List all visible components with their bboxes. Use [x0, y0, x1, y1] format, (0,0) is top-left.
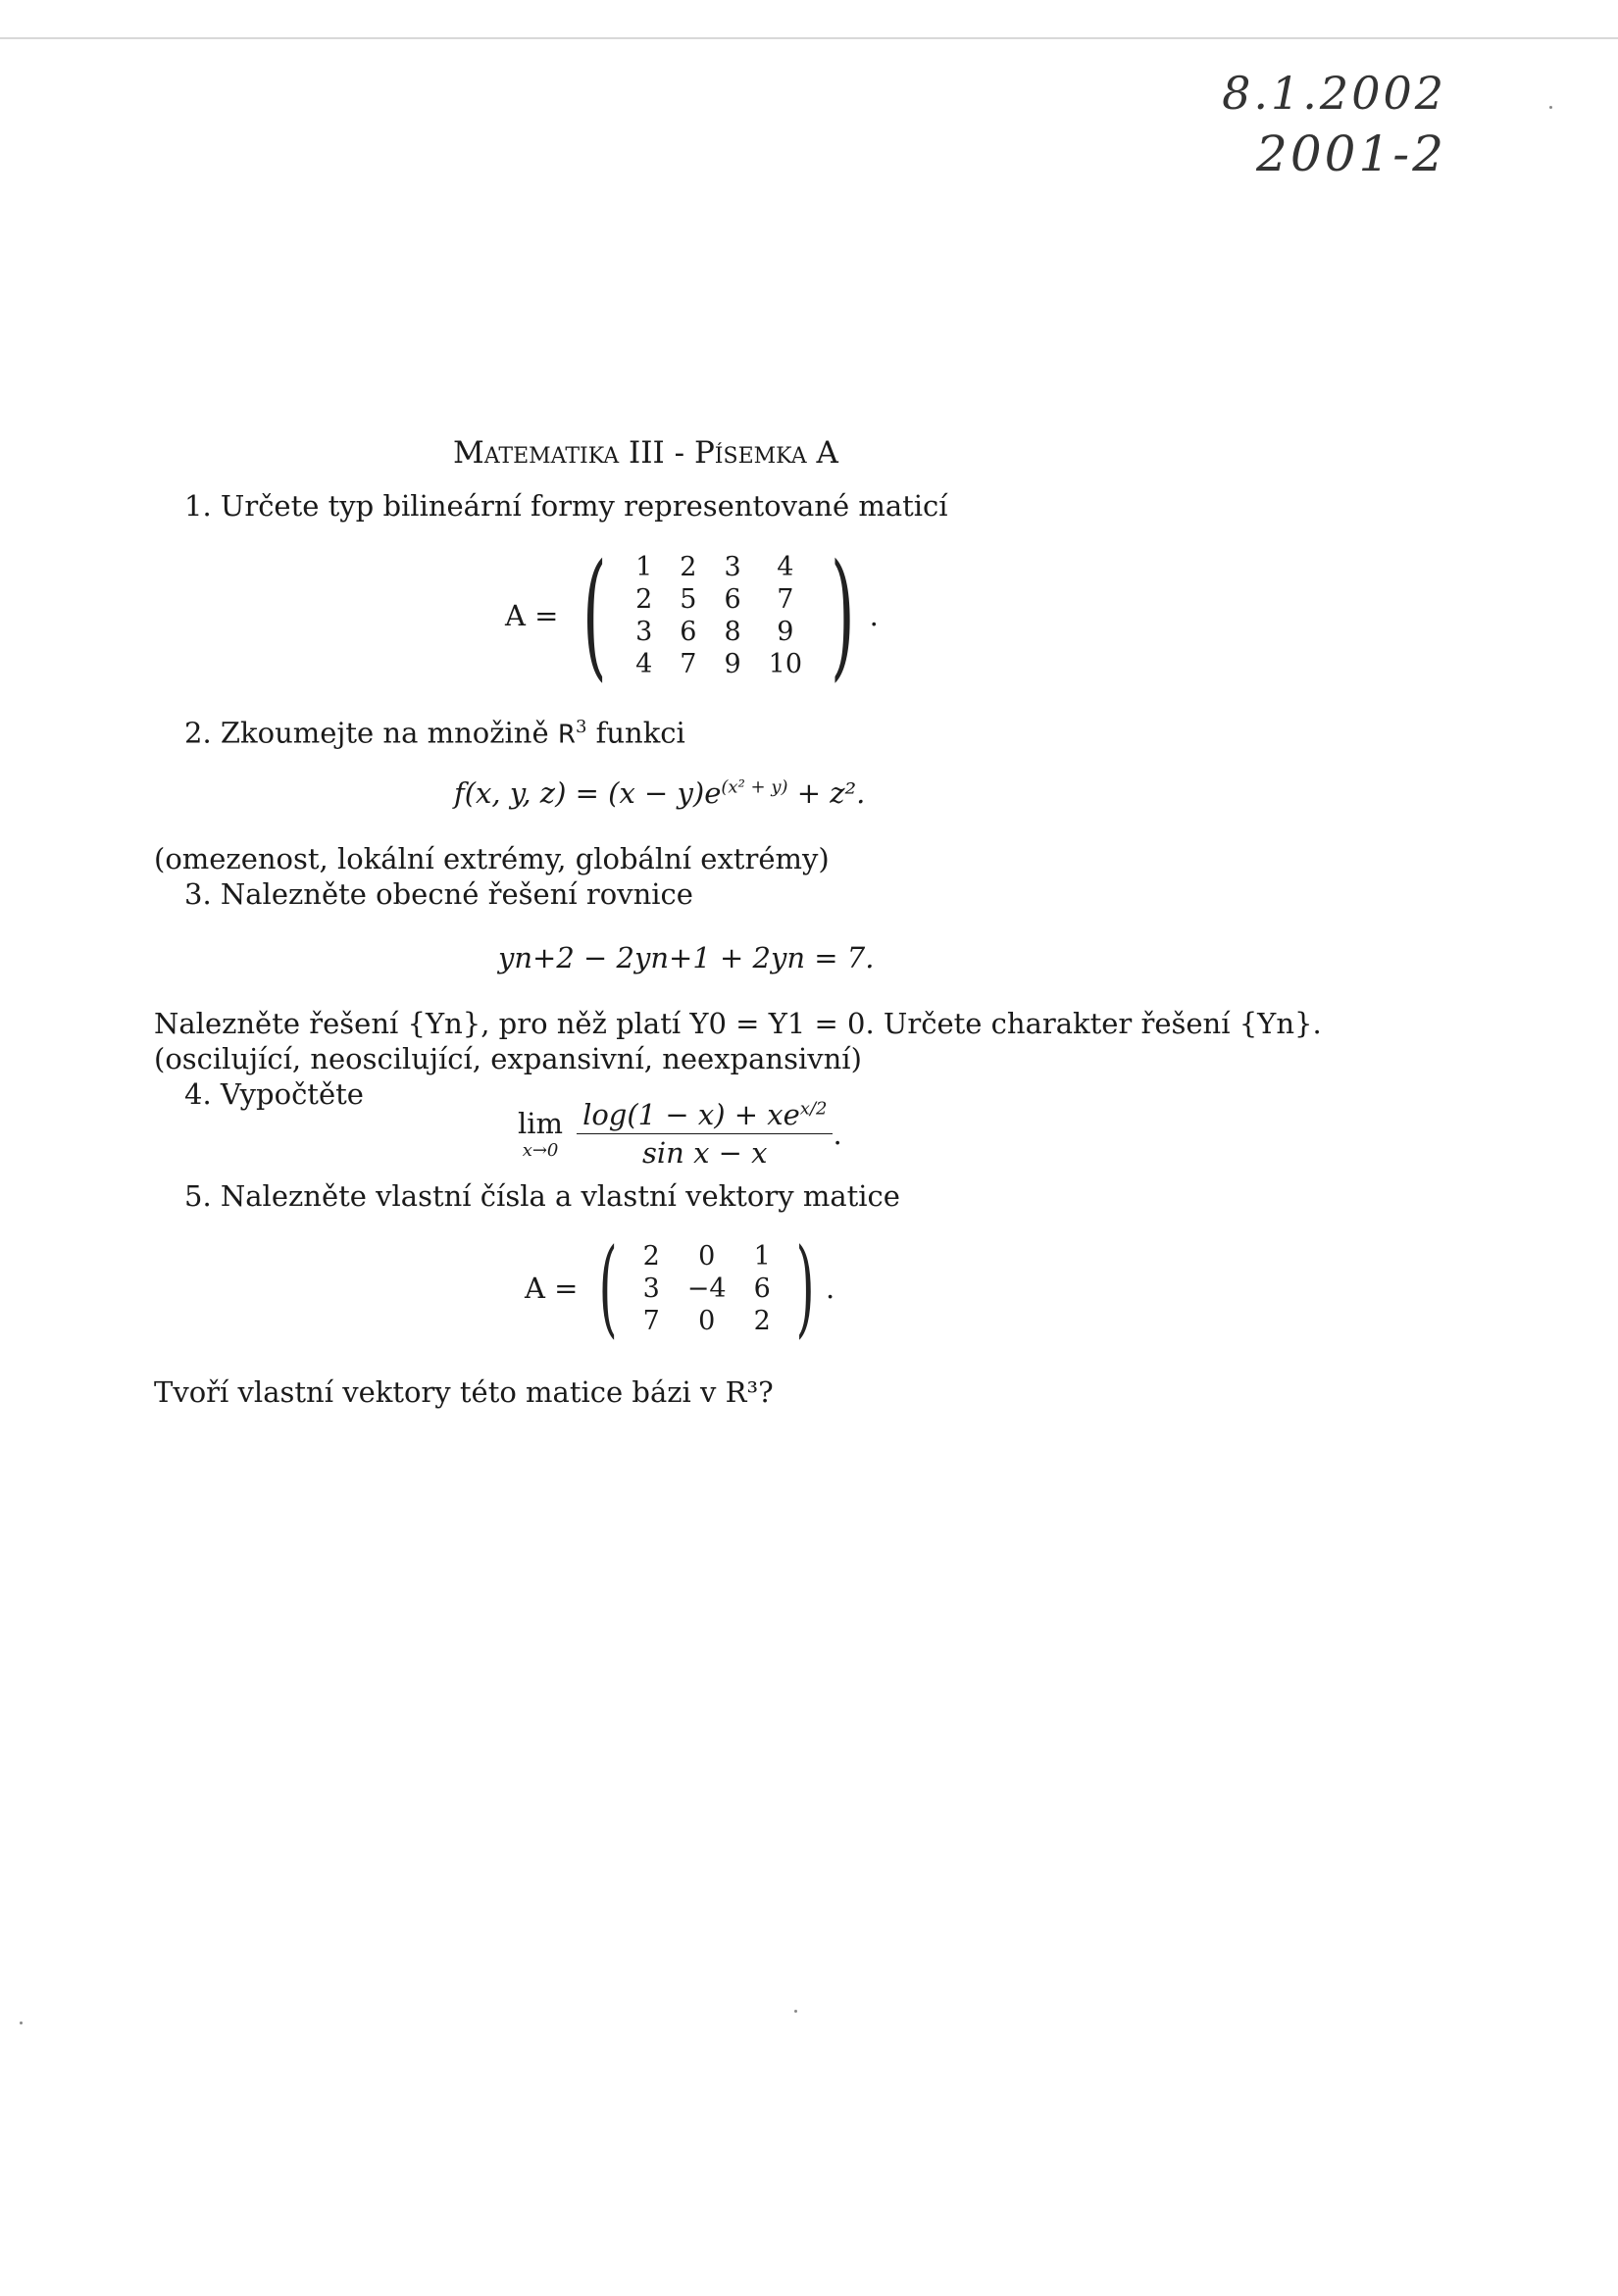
- matrix-right-paren: ): [831, 535, 855, 695]
- problem-1-statement: [184, 488, 948, 524]
- problem-1-period: .: [869, 599, 879, 632]
- matrix-cell: 10: [768, 649, 803, 679]
- matrix-row: [630, 1305, 784, 1337]
- reals-symbol: R: [557, 720, 576, 750]
- matrix-row: [622, 583, 816, 616]
- matrix-row: [630, 1240, 784, 1273]
- problem-5-period: .: [825, 1272, 835, 1305]
- problem-4-period: .: [833, 1117, 842, 1151]
- matrix-cell: 2: [642, 1240, 660, 1272]
- limit-subscript: x→0: [522, 1140, 559, 1161]
- matrix-cell: 6: [724, 584, 741, 615]
- problem-2-formula-exponent: (x² + y): [721, 776, 788, 798]
- denominator-text: sin x − x: [642, 1136, 768, 1170]
- problem-2-number: 2.: [184, 716, 212, 750]
- matrix-row: [622, 551, 816, 583]
- title-part1: Matematika III: [453, 435, 665, 471]
- limit-operator: [518, 1107, 563, 1161]
- problem-2-text-after: funkci: [595, 716, 685, 750]
- title-part2: Písemka A: [693, 435, 838, 471]
- handwritten-year-range: 2001-2: [1256, 125, 1446, 182]
- problem-5-question: Tvoří vlastní vektory této matice bázi v R³?: [154, 1375, 774, 1409]
- problem-3-text: Nalezněte obecné řešení rovnice: [220, 877, 693, 911]
- page-title: [453, 435, 838, 471]
- reals-exponent: 3: [575, 717, 587, 737]
- matrix-cell: 6: [680, 617, 697, 647]
- matrix-cell: 3: [724, 552, 741, 582]
- matrix-cell: 3: [635, 617, 653, 647]
- problem-1-matrix: [622, 551, 816, 680]
- limit-word: lim: [518, 1107, 564, 1140]
- matrix-cell: 0: [698, 1240, 716, 1272]
- numerator-text: log(1 − x) + xe: [582, 1098, 800, 1131]
- fraction-numerator: [577, 1098, 833, 1134]
- problem-5-text: Nalezněte vlastní čísla a vlastní vektory matice: [220, 1179, 900, 1213]
- problem-3-recurrence: yn+2 − 2yn+1 + 2yn = 7.: [498, 941, 875, 974]
- matrix-cell: 2: [680, 552, 697, 582]
- problem-2-formula-main: f(x, y, z) = (x − y)e: [454, 776, 722, 810]
- matrix-cell: 7: [680, 649, 697, 679]
- problem-2-formula-tail: + z².: [787, 776, 866, 810]
- problem-5-matrix-label: A =: [525, 1272, 579, 1305]
- problem-1-matrix-block: [505, 535, 879, 695]
- limit-fraction: [577, 1098, 833, 1170]
- matrix-cell: 7: [642, 1305, 660, 1336]
- problem-4-statement: [184, 1076, 364, 1112]
- matrix-cell: 2: [753, 1305, 771, 1336]
- numerator-exponent: x/2: [799, 1098, 828, 1120]
- scan-speck: [20, 2021, 23, 2024]
- matrix-cell: 2: [635, 584, 653, 615]
- matrix-cell: 3: [642, 1273, 660, 1304]
- matrix-cell: 8: [724, 617, 741, 647]
- problem-1-number: 1.: [184, 489, 212, 523]
- problem-1-matrix-label: A =: [505, 599, 559, 632]
- scan-speck: [794, 2010, 797, 2013]
- title-sep: -: [664, 435, 694, 471]
- matrix-cell: 9: [724, 649, 741, 679]
- matrix-row: [630, 1273, 784, 1305]
- problem-4-limit: [518, 1098, 842, 1170]
- problem-1-text: Určete typ bilineární formy representované maticí: [220, 489, 948, 523]
- matrix-cell: 1: [635, 552, 653, 582]
- problem-4-text: Vypočtěte: [220, 1077, 364, 1111]
- problem-2-note: (omezenost, lokální extrémy, globální extrémy): [154, 842, 830, 875]
- matrix-cell: 9: [777, 617, 794, 647]
- problem-3-formula: [498, 941, 874, 974]
- matrix-cell: 5: [680, 584, 697, 615]
- matrix-cell: 7: [777, 584, 794, 615]
- problem-5-number: 5.: [184, 1179, 212, 1213]
- matrix-cell: −4: [686, 1273, 727, 1304]
- problem-5-matrix: [630, 1240, 784, 1337]
- problem-2-formula: [454, 776, 865, 810]
- matrix-cell: 6: [753, 1273, 771, 1304]
- matrix-cell: 0: [698, 1305, 716, 1336]
- problem-5-matrix-block: [525, 1226, 835, 1349]
- scan-edge-line: [0, 37, 1618, 39]
- matrix-left-paren: (: [599, 1226, 619, 1349]
- problem-2-text-before: Zkoumejte na množině: [220, 716, 549, 750]
- matrix-row: [622, 648, 816, 680]
- problem-5-statement: [184, 1178, 900, 1214]
- problem-3-line1: Nalezněte řešení {Yn}, pro něž platí Y0 = Y1 = 0. Určete charakter řešení {Yn}.: [154, 1007, 1322, 1040]
- handwritten-date: 8.1.2002: [1222, 67, 1446, 120]
- matrix-right-paren: ): [795, 1226, 815, 1349]
- problem-2-statement: [184, 710, 685, 753]
- matrix-cell: 4: [635, 649, 653, 679]
- fraction-denominator: [636, 1134, 774, 1170]
- scan-speck: [1549, 106, 1552, 109]
- matrix-cell: 1: [753, 1240, 771, 1272]
- matrix-left-paren: (: [582, 535, 608, 695]
- problem-3-line2: (oscilující, neoscilující, expansivní, neexpansivní): [154, 1042, 862, 1075]
- problem-3-statement: [184, 876, 693, 912]
- matrix-cell: 4: [777, 552, 794, 582]
- matrix-row: [622, 616, 816, 648]
- problem-4-number: 4.: [184, 1077, 212, 1111]
- problem-3-number: 3.: [184, 877, 212, 911]
